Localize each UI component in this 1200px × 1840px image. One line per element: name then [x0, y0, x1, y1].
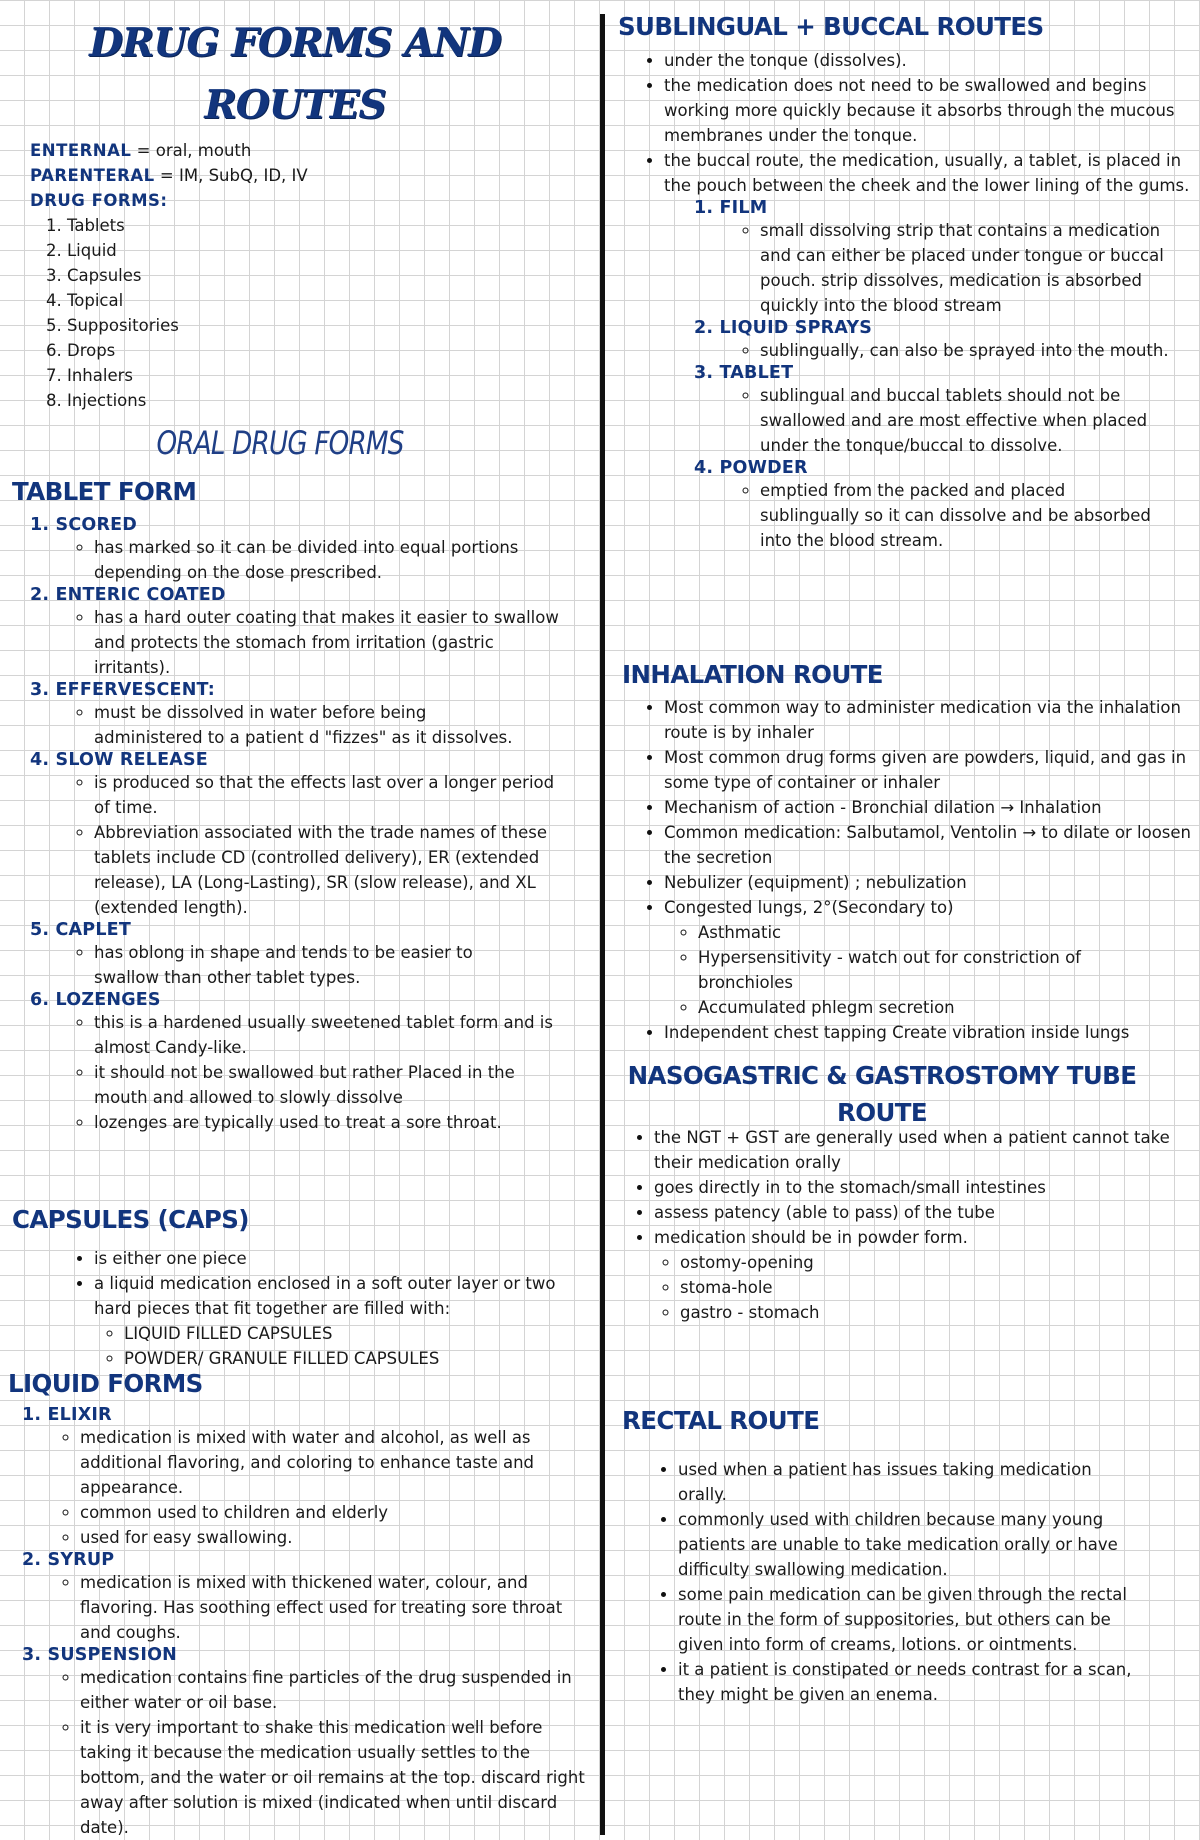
list-item: • Independent chest tapping Create vibration inside lungs: [664, 1020, 1196, 1045]
tablet-item-points: [30, 1010, 564, 1135]
ngt-body: [626, 1125, 1196, 1325]
liquid-items: [22, 1405, 592, 1840]
list-item: • Most common drug forms given are powders, liquid, and gas in some type of container or inhaler: [664, 745, 1196, 795]
sublingual-item-title: 1. FILM: [694, 198, 768, 218]
page-title-line1: DRUG FORMS AND: [89, 20, 501, 66]
list-item: ◦ is produced so that the effects last over a longer period of time.: [94, 770, 564, 820]
sublingual-points: [636, 48, 1196, 198]
capsules-heading: CAPSULES (CAPS): [12, 1205, 249, 1234]
ngt-heading-line1: NASOGASTRIC & GASTROSTOMY TUBE: [627, 1061, 1137, 1090]
list-item: • commonly used with children because many young patients are unable to take medication orally or have difficulty swallowing medication.: [678, 1507, 1132, 1582]
tablet-item-title: 3. EFFERVESCENT:: [30, 680, 215, 700]
sublingual-item-points: [694, 383, 1180, 458]
list-item: ◦ LIQUID FILLED CAPSULES: [124, 1321, 570, 1346]
rectal-body: [652, 1457, 1132, 1707]
drug-form-item: 3. Capsules: [46, 266, 142, 285]
liquid-item-points: [22, 1570, 580, 1645]
drug-forms-list: [30, 213, 590, 413]
list-item: • Mechanism of action - Bronchial dilation → Inhalation: [664, 795, 1196, 820]
page-title-line2: ROUTES: [204, 82, 386, 128]
liquid-item-title: 3. SUSPENSION: [22, 1645, 177, 1665]
tablet-item-title: 6. LOZENGES: [30, 990, 161, 1010]
list-item: • Nebulizer (equipment) ; nebulization: [664, 870, 1196, 895]
right-column: [612, 0, 1200, 1835]
list-item: ◦ medication is mixed with thickened water, colour, and flavoring. Has soothing effect used for treating sore throat and coughs.: [80, 1570, 580, 1645]
liquid-item-title: 2. SYRUP: [22, 1550, 115, 1570]
inhalation-body: [636, 695, 1196, 1045]
drug-form-item: 8. Injections: [46, 391, 147, 410]
drug-form-item: 1. Tablets: [46, 216, 125, 235]
inhalation-last-point: [636, 1020, 1196, 1045]
enternal-key: ENTERNAL: [30, 141, 132, 160]
tablet-items: [30, 515, 590, 1135]
ngt-heading-line2: ROUTE: [836, 1098, 928, 1127]
drug-form-item: 7. Inhalers: [46, 366, 133, 385]
drug-form-item: 2. Liquid: [46, 241, 117, 260]
drug-form-item: 4. Topical: [46, 291, 124, 310]
list-item: ◦ medication is mixed with water and alcohol, as well as additional flavoring, and coloring to enhance taste and appearance.: [80, 1425, 570, 1500]
list-item: • a liquid medication enclosed in a soft outer layer or two hard pieces that fit together are filled with:: [94, 1271, 570, 1321]
list-item: ◦ has marked so it can be divided into equal portions depending on the dose prescribed.: [94, 535, 564, 585]
ngt-sub-points: [626, 1250, 1196, 1325]
list-item: • the medication does not need to be swallowed and begins working more quickly because it absorbs through the mucous membranes under the tonque.: [664, 73, 1196, 148]
list-item: ◦ small dissolving strip that contains a medication and can either be placed under tongue or buccal pouch. strip dissolves, medication is absorbed quickly into the blood stream: [760, 218, 1180, 318]
list-item: • under the tonque (dissolves).: [664, 48, 1196, 73]
drug-forms-key: DRUG FORMS:: [30, 191, 168, 210]
capsules-points: [70, 1246, 570, 1321]
sublingual-item-title: 4. POWDER: [694, 458, 808, 478]
list-item: • Common medication: Salbutamol, Ventolin → to dilate or loosen the secretion: [664, 820, 1196, 870]
left-column: [0, 0, 598, 1835]
enternal-value: = oral, mouth: [136, 141, 252, 160]
capsules-section: [12, 1205, 592, 1234]
sublingual-body: [636, 48, 1196, 553]
tablet-section: [12, 477, 592, 506]
drug-forms-row: [30, 188, 590, 213]
rectal-heading: RECTAL ROUTE: [622, 1406, 820, 1435]
inhalation-section: [622, 660, 1200, 689]
parenteral-key: PARENTERAL: [30, 166, 155, 185]
list-item: ◦ sublingual and buccal tablets should not be swallowed and are most effective when placed under the tonque/buccal to dissolve.: [760, 383, 1180, 458]
list-item: • is either one piece: [94, 1246, 570, 1271]
list-item: ◦ this is a hardened usually sweetened tablet form and is almost Candy-like.: [94, 1010, 564, 1060]
sublingual-item-points: [694, 338, 1180, 363]
list-item: ◦ Hypersensitivity - watch out for constriction of bronchioles: [698, 945, 1138, 995]
tablet-item-points: [30, 700, 514, 750]
list-item: • Most common way to administer medication via the inhalation route is by inhaler: [664, 695, 1196, 745]
sublingual-section: [618, 12, 1198, 41]
inhalation-heading: INHALATION ROUTE: [622, 660, 883, 689]
list-item: ◦ sublingually, can also be sprayed into the mouth.: [760, 338, 1180, 363]
parenteral-value: = IM, SubQ, ID, IV: [159, 166, 308, 185]
list-item: ◦ lozenges are typically used to treat a sore throat.: [94, 1110, 564, 1135]
sublingual-heading: SUBLINGUAL + BUCCAL ROUTES: [618, 12, 1044, 41]
sublingual-items: [636, 198, 1196, 553]
list-item: ◦ Asthmatic: [698, 920, 1138, 945]
liquid-heading: LIQUID FORMS: [8, 1369, 203, 1398]
list-item: ◦ POWDER/ GRANULE FILLED CAPSULES: [124, 1346, 570, 1371]
list-item: ◦ stoma-hole: [680, 1275, 1196, 1300]
list-item: ◦ must be dissolved in water before being administered to a patient d "fizzes" as it dissolves.: [94, 700, 514, 750]
oral-drug-forms-heading: ORAL DRUG FORMS: [156, 424, 404, 462]
liquid-item-points: [22, 1665, 590, 1840]
list-item: • medication should be in powder form.: [654, 1225, 1196, 1250]
list-item: • used when a patient has issues taking medication orally.: [678, 1457, 1132, 1507]
inhalation-sub-points: [636, 920, 1138, 1020]
list-item: ◦ Abbreviation associated with the trade names of these tablets include CD (controlled delivery), ER (extended release), LA (Long-Lasting), SR (slow release), and XL (extended length).: [94, 820, 564, 920]
drug-form-item: 5. Suppositories: [46, 316, 179, 335]
list-item: • assess patency (able to pass) of the tube: [654, 1200, 1196, 1225]
intro-block: [30, 138, 590, 413]
list-item: • Congested lungs, 2°(Secondary to): [664, 895, 1196, 920]
list-item: ◦ emptied from the packed and placed sublingually so it can dissolve and be absorbed into the blood stream.: [760, 478, 1160, 553]
page-title-block: [0, 12, 590, 136]
tablet-item-title: 1. SCORED: [30, 515, 137, 535]
tablet-item-points: [30, 770, 564, 920]
tablet-item-points: [30, 940, 534, 990]
sublingual-item-title: 3. TABLET: [694, 363, 794, 383]
list-item: ◦ gastro - stomach: [680, 1300, 1196, 1325]
list-item: • the buccal route, the medication, usually, a tablet, is placed in the pouch between the cheek and the lower lining of the gums.: [664, 148, 1196, 198]
list-item: • goes directly in to the stomach/small intestines: [654, 1175, 1196, 1200]
liquid-item-title: 1. ELIXIR: [22, 1405, 112, 1425]
column-divider: [600, 14, 605, 1835]
list-item: • some pain medication can be given through the rectal route in the form of suppositories, but others can be given into form of creams, lotions. or ointments.: [678, 1582, 1132, 1657]
tablet-item-title: 4. SLOW RELEASE: [30, 750, 208, 770]
list-item: • it a patient is constipated or needs contrast for a scan, they might be given an enema.: [678, 1657, 1132, 1707]
tablet-item-points: [30, 605, 564, 680]
rectal-points: [652, 1457, 1132, 1707]
capsules-sub-points: [70, 1321, 570, 1371]
ngt-section: [612, 1057, 1152, 1131]
list-item: ◦ ostomy-opening: [680, 1250, 1196, 1275]
list-item: ◦ has oblong in shape and tends to be easier to swallow than other tablet types.: [94, 940, 534, 990]
list-item: ◦ Accumulated phlegm secretion: [698, 995, 1138, 1020]
tablet-item-points: [30, 535, 564, 585]
list-item: • the NGT + GST are generally used when a patient cannot take their medication orally: [654, 1125, 1196, 1175]
capsules-body: [70, 1246, 570, 1371]
list-item: ◦ common used to children and elderly: [80, 1500, 570, 1525]
ngt-points: [626, 1125, 1196, 1250]
list-item: ◦ it is very important to shake this medication well before taking it because the medication usually settles to the bottom, and the water or oil remains at the top. discard right away after solution is mixed (indicated when until discard date).: [80, 1715, 590, 1840]
sublingual-item-title: 2. LIQUID SPRAYS: [694, 318, 873, 338]
tablet-item-title: 5. CAPLET: [30, 920, 131, 940]
sublingual-item-points: [694, 218, 1180, 318]
liquid-item-points: [22, 1425, 570, 1550]
drug-form-item: 6. Drops: [46, 341, 116, 360]
list-item: ◦ has a hard outer coating that makes it easier to swallow and protects the stomach from irritation (gastric irritants).: [94, 605, 564, 680]
enternal-row: [30, 138, 590, 163]
list-item: ◦ it should not be swallowed but rather Placed in the mouth and allowed to slowly dissolve: [94, 1060, 564, 1110]
list-item: ◦ medication contains fine particles of the drug suspended in either water or oil base.: [80, 1665, 590, 1715]
inhalation-points: [636, 695, 1196, 920]
rectal-section: [622, 1406, 1200, 1435]
list-item: ◦ used for easy swallowing.: [80, 1525, 570, 1550]
liquid-section: [8, 1369, 588, 1398]
parenteral-row: [30, 163, 590, 188]
sublingual-item-points: [694, 478, 1160, 553]
tablet-item-title: 2. ENTERIC COATED: [30, 585, 226, 605]
tablet-heading: TABLET FORM: [12, 477, 197, 506]
